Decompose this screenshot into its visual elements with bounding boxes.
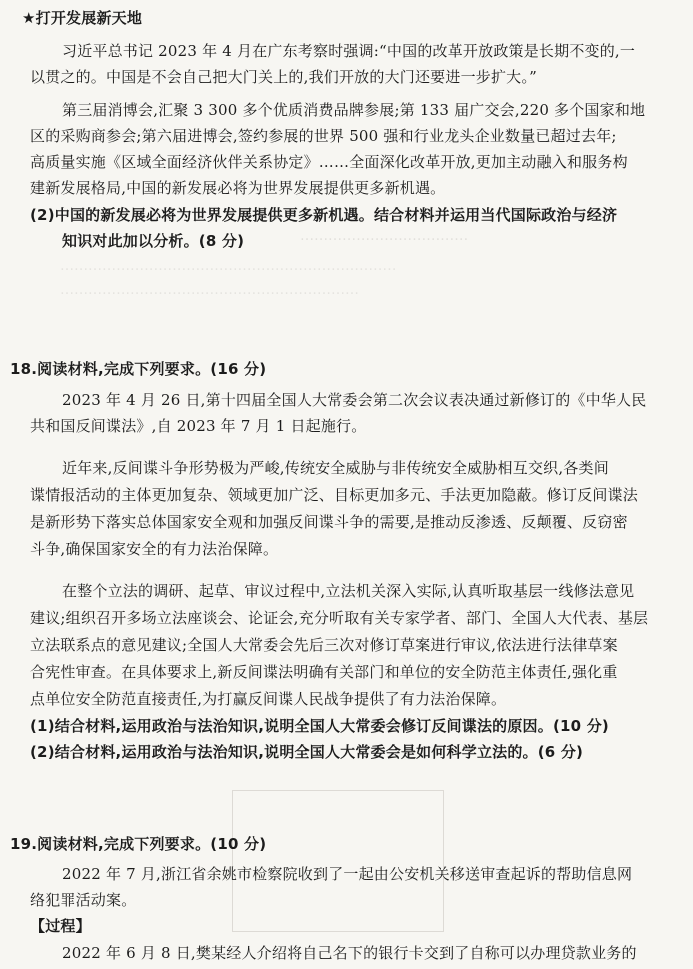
para-line: 建议;组织召开多场立法座谈会、论证会,充分听取有关专家学者、部门、全国人大代表、基层 bbox=[30, 609, 649, 627]
bleed-through-figure bbox=[232, 790, 444, 932]
question-18-2: (2)结合材料,运用政治与法治知识,说明全国人大常委会是如何科学立法的。(6 分) bbox=[30, 743, 584, 761]
para-line: 合宪性审查。在具体要求上,新反间谍法明确有关部门和单位的安全防范主体责任,强化重 bbox=[30, 663, 618, 681]
para-line: 习近平总书记 2023 年 4 月在广东考察时强调:“中国的改革开放政策是长期不变的,一 bbox=[62, 42, 636, 60]
question-18-1: (1)结合材料,运用政治与法治知识,说明全国人大常委会修订反间谍法的原因。(10 分) bbox=[30, 717, 609, 735]
para-line: 谍情报活动的主体更加复杂、领域更加广泛、目标更加多元、手法更加隐蔽。修订反间谍法 bbox=[30, 486, 639, 504]
para-line: 以贯之的。中国是不会自己把大门关上的,我们开放的大门还要进一步扩大。” bbox=[30, 68, 537, 86]
question-19-heading: 19.阅读材料,完成下列要求。(10 分) bbox=[10, 835, 267, 853]
question-18-heading: 18.阅读材料,完成下列要求。(16 分) bbox=[10, 360, 267, 378]
para-line: 2023 年 4 月 26 日,第十四届全国人大常委会第二次会议表决通过新修订的《中华人民 bbox=[62, 391, 647, 409]
para-line: 区的采购商参会;第六届进博会,签约参展的世界 500 强和行业龙头企业数量已超过去年; bbox=[30, 127, 617, 145]
para-line: 高质量实施《区域全面经济伙伴关系协定》……全面深化改革开放,更加主动融入和服务构 bbox=[30, 153, 628, 171]
para-line: 立法联系点的意见建议;全国人大常委会先后三次对修订草案进行审议,依法进行法律草案 bbox=[30, 636, 618, 654]
bleed-through: ‥‥‥‥‥‥‥‥‥‥‥‥‥‥‥‥‥‥‥‥‥‥‥‥‥‥‥‥‥‥‥‥ bbox=[60, 282, 360, 298]
process-label: 【过程】 bbox=[30, 917, 91, 935]
para-line: 第三届消博会,汇聚 3 300 多个优质消费品牌参展;第 133 届广交会,220 多个国家和地 bbox=[62, 101, 646, 119]
para-line: 2022 年 6 月 8 日,樊某经人介绍将自己名下的银行卡交到了自称可以办理贷款业务的 bbox=[62, 944, 637, 962]
para-line: 点单位安全防范直接责任,为打赢反间谍人民战争提供了有力法治保障。 bbox=[30, 690, 507, 708]
para-line: 在整个立法的调研、起草、审议过程中,立法机关深入实际,认真听取基层一线修法意见 bbox=[62, 582, 635, 600]
bleed-through: ‥‥‥‥‥‥‥‥‥‥‥‥‥‥‥‥‥‥ bbox=[300, 228, 469, 244]
question-17-2-cont: 知识对此加以分析。(8 分) bbox=[62, 232, 245, 250]
para-line: 斗争,确保国家安全的有力法治保障。 bbox=[30, 540, 279, 558]
bleed-through: ‥‥‥‥‥‥‥‥‥‥‥‥‥‥‥‥‥‥‥‥‥‥‥‥‥‥‥‥‥‥‥‥‥‥‥‥ bbox=[60, 258, 397, 274]
para-line: 是新形势下落实总体国家安全观和加强反间谍斗争的需要,是推动反渗透、反颠覆、反窃密 bbox=[30, 513, 628, 531]
para-line: 络犯罪活动案。 bbox=[30, 891, 137, 909]
para-line: 近年来,反间谍斗争形势极为严峻,传统安全威胁与非传统安全威胁相互交织,各类间 bbox=[62, 459, 609, 477]
para-line: 2022 年 7 月,浙江省余姚市检察院收到了一起由公安机关移送审查起诉的帮助信息网 bbox=[62, 865, 633, 883]
para-line: 共和国反间谍法》,自 2023 年 7 月 1 日起施行。 bbox=[30, 417, 367, 435]
question-17-2: (2)中国的新发展必将为世界发展提供更多新机遇。结合材料并运用当代国际政治与经济 bbox=[30, 206, 618, 224]
section-title: ★打开发展新天地 bbox=[22, 9, 143, 27]
para-line: 建新发展格局,中国的新发展必将为世界发展提供更多新机遇。 bbox=[30, 179, 446, 197]
